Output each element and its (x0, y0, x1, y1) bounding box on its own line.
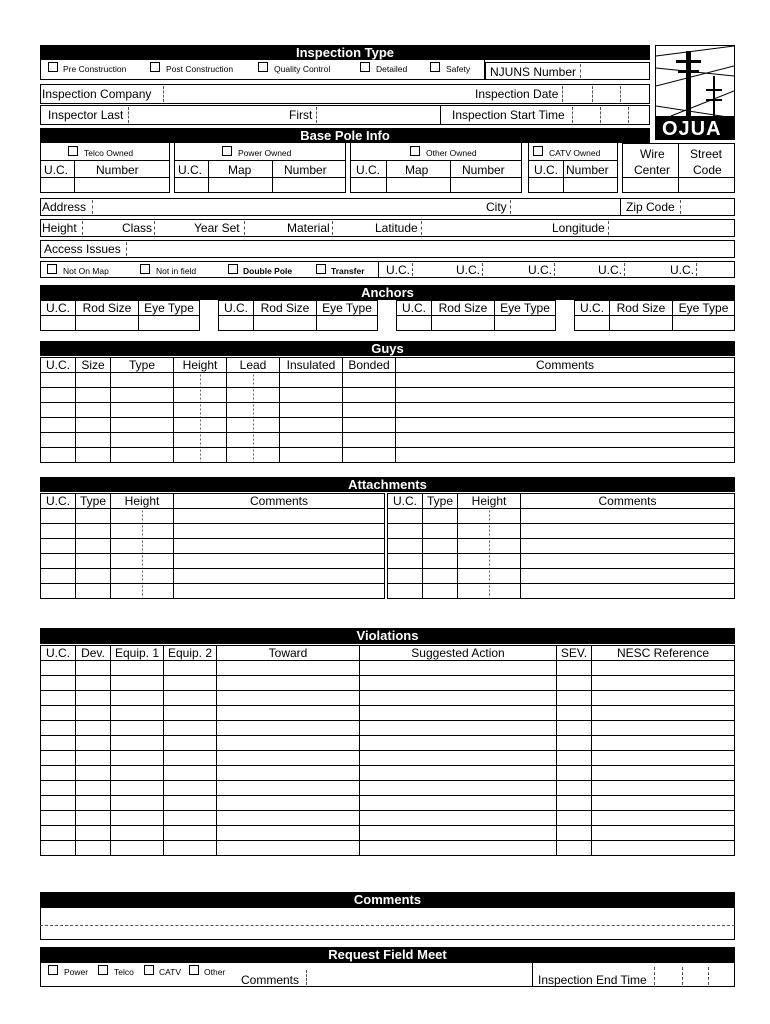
table-row (388, 539, 735, 554)
table-row (41, 509, 385, 524)
table-row (41, 706, 735, 721)
att-col-comments: Comments (521, 494, 735, 509)
anchor-eye-type-header: Eye Type (139, 301, 200, 316)
field-meet-power-checkbox[interactable] (48, 965, 58, 975)
telco-uc: U.C. (44, 163, 68, 177)
viol-col-equip2: Equip. 2 (164, 646, 217, 661)
guys-col-uc: U.C. (41, 358, 76, 373)
base-pole-info-header (40, 128, 650, 143)
viol-col-equip1: Equip. 1 (111, 646, 164, 661)
telco-owned-checkbox[interactable] (68, 146, 78, 156)
table-row (41, 418, 735, 433)
table-row (41, 448, 735, 463)
inspector-last-label: Inspector Last (48, 108, 124, 122)
catv-uc: U.C. (534, 163, 558, 177)
anchor-uc-header: U.C. (397, 301, 432, 316)
class-label: Class (122, 221, 153, 235)
anchors-table-2 (218, 300, 378, 331)
transfer-label: Transfer (331, 266, 365, 276)
zip-code-label: Zip Code (626, 200, 675, 214)
viol-col-suggested-action: Suggested Action (360, 646, 557, 661)
table-row (41, 524, 385, 539)
table-row (41, 796, 735, 811)
table-row (41, 554, 385, 569)
table-row (41, 826, 735, 841)
guys-col-lead: Lead (227, 358, 280, 373)
first-name-label: First (289, 108, 313, 122)
anchor-rod-size-header: Rod Size (432, 301, 495, 316)
table-row (41, 403, 735, 418)
viol-col-sev: SEV. (557, 646, 592, 661)
viol-col-nesc-reference: NESC Reference (592, 646, 735, 661)
power-owned-label: Power Owned (238, 148, 292, 158)
other-owned-label: Other Owned (426, 148, 477, 158)
inspection-date-label: Inspection Date (475, 87, 559, 101)
table-row (41, 373, 735, 388)
comments-title: Comments (353, 892, 422, 907)
table-row (388, 554, 735, 569)
guys-title: Guys (371, 341, 404, 356)
field-meet-other-checkbox[interactable] (189, 965, 199, 975)
anchors-header (40, 285, 735, 300)
att-col-uc: U.C. (388, 494, 423, 509)
table-row (41, 691, 735, 706)
pre-construction-label: Pre Construction (63, 64, 127, 74)
att-col-height: Height (458, 494, 521, 509)
comments-box[interactable] (40, 908, 735, 940)
guys-col-insulated: Insulated (280, 358, 343, 373)
center-label: Center (634, 163, 671, 177)
guys-col-comments: Comments (396, 358, 735, 373)
flag-uc-4: U.C. (598, 263, 622, 277)
power-map: Map (228, 163, 252, 177)
table-row (388, 569, 735, 584)
field-meet-other-label: Other (204, 967, 226, 977)
violations-header (40, 628, 735, 644)
catv-owned-label: CATV Owned (549, 148, 601, 158)
inspection-end-time-label: Inspection End Time (538, 973, 647, 987)
table-row (41, 721, 735, 736)
anchor-uc-header: U.C. (219, 301, 254, 316)
guys-col-bonded: Bonded (343, 358, 396, 373)
latitude-label: Latitude (375, 221, 418, 235)
other-number: Number (462, 163, 505, 177)
logo-text: OJUA (662, 118, 722, 140)
catv-number: Number (566, 163, 609, 177)
att-col-height: Height (111, 494, 174, 509)
anchor-eye-type-header: Eye Type (495, 301, 556, 316)
field-meet-catv-label: CATV (159, 967, 182, 977)
base-pole-info-title: Base Pole Info (300, 128, 390, 143)
safety-checkbox[interactable] (430, 62, 440, 72)
table-row (41, 661, 735, 676)
year-set-label: Year Set (194, 221, 240, 235)
post-construction-checkbox[interactable] (150, 62, 160, 72)
not-on-map-label: Not On Map (63, 266, 109, 276)
telco-number: Number (96, 163, 139, 177)
table-row (41, 676, 735, 691)
viol-col-uc: U.C. (41, 646, 76, 661)
not-in-field-checkbox[interactable] (140, 264, 150, 274)
att-col-type: Type (423, 494, 458, 509)
safety-label: Safety (446, 64, 471, 74)
attachments-title: Attachments (348, 477, 427, 492)
att-col-type: Type (76, 494, 111, 509)
anchor-rod-size-header: Rod Size (610, 301, 673, 316)
table-row (41, 539, 385, 554)
table-row (41, 781, 735, 796)
table-row (41, 433, 735, 448)
code-label: Code (693, 163, 722, 177)
table-row (41, 736, 735, 751)
field-meet-telco-checkbox[interactable] (98, 965, 108, 975)
anchor-uc-header: U.C. (575, 301, 610, 316)
table-row (41, 584, 385, 599)
attachments-table-left (40, 493, 385, 599)
quality-control-label: Quality Control (274, 64, 331, 74)
power-owned-checkbox[interactable] (222, 146, 232, 156)
guys-header (40, 341, 735, 356)
table-row (41, 751, 735, 766)
pre-construction-checkbox[interactable] (48, 62, 58, 72)
not-on-map-checkbox[interactable] (47, 264, 57, 274)
double-pole-label: Double Pole (243, 266, 293, 276)
comments-header (40, 892, 735, 908)
guys-col-type: Type (111, 358, 174, 373)
flag-uc-5: U.C. (670, 263, 694, 277)
request-field-meet-header (40, 947, 735, 963)
guys-col-height: Height (174, 358, 227, 373)
other-uc: U.C. (356, 163, 380, 177)
anchors-table-3 (396, 300, 556, 331)
field-meet-power-label: Power (64, 967, 89, 977)
post-construction-label: Post Construction (166, 64, 234, 74)
other-owned-checkbox[interactable] (410, 146, 420, 156)
anchor-uc-header: U.C. (41, 301, 76, 316)
viol-col-dev: Dev. (76, 646, 111, 661)
flag-uc-3: U.C. (528, 263, 552, 277)
guys-col-size: Size (76, 358, 111, 373)
anchors-table-4 (574, 300, 735, 331)
power-number: Number (284, 163, 327, 177)
material-label: Material (287, 221, 330, 235)
table-row (41, 388, 735, 403)
attachments-header (40, 477, 735, 492)
att-col-comments: Comments (174, 494, 385, 509)
anchor-eye-type-header: Eye Type (673, 301, 735, 316)
longitude-label: Longitude (552, 221, 605, 235)
other-map: Map (405, 163, 429, 177)
catv-owned-checkbox[interactable] (533, 146, 543, 156)
flag-uc-2: U.C. (456, 263, 480, 277)
att-col-uc: U.C. (41, 494, 76, 509)
inspection-type-title: Inspection Type (296, 45, 394, 60)
quality-control-checkbox[interactable] (258, 62, 268, 72)
anchors-title: Anchors (361, 285, 414, 300)
access-issues-row (40, 240, 735, 258)
wire-label: Wire (640, 147, 665, 161)
street-label: Street (690, 147, 723, 161)
guys-table (40, 357, 735, 463)
table-row (41, 569, 385, 584)
not-in-field-label: Not in field (156, 266, 197, 276)
njuns-number-label: NJUNS Number (490, 65, 577, 79)
anchors-table-1 (40, 300, 200, 331)
anchor-rod-size-header: Rod Size (254, 301, 317, 316)
field-meet-telco-label: Telco (114, 967, 134, 977)
access-issues-label: Access Issues (44, 242, 121, 256)
flag-uc-1: U.C. (386, 263, 410, 277)
field-meet-catv-checkbox[interactable] (144, 965, 154, 975)
anchor-eye-type-header: Eye Type (317, 301, 378, 316)
anchor-rod-size-header: Rod Size (76, 301, 139, 316)
telco-owned-label: Telco Owned (84, 148, 134, 158)
address-label: Address (42, 200, 87, 214)
violations-table (40, 645, 735, 856)
table-row (41, 811, 735, 826)
request-field-meet-title: Request Field Meet (328, 947, 447, 962)
transfer-checkbox[interactable] (316, 264, 326, 274)
detailed-checkbox[interactable] (360, 62, 370, 72)
table-row (41, 766, 735, 781)
height-label: Height (42, 221, 77, 235)
table-row (388, 584, 735, 599)
inspection-start-time-label: Inspection Start Time (452, 108, 565, 122)
inspection-company-label: Inspection Company (42, 87, 152, 101)
table-row (41, 841, 735, 856)
double-pole-checkbox[interactable] (228, 264, 238, 274)
power-uc: U.C. (178, 163, 202, 177)
detailed-label: Detailed (376, 64, 408, 74)
attachments-table-right (387, 493, 735, 599)
inspection-type-header (40, 45, 650, 60)
violations-title: Violations (356, 628, 419, 643)
table-row (388, 524, 735, 539)
field-meet-comments-label: Comments (241, 973, 300, 987)
table-row (388, 509, 735, 524)
ojua-logo (655, 45, 735, 140)
viol-col-toward: Toward (217, 646, 360, 661)
city-label: City (486, 200, 507, 214)
